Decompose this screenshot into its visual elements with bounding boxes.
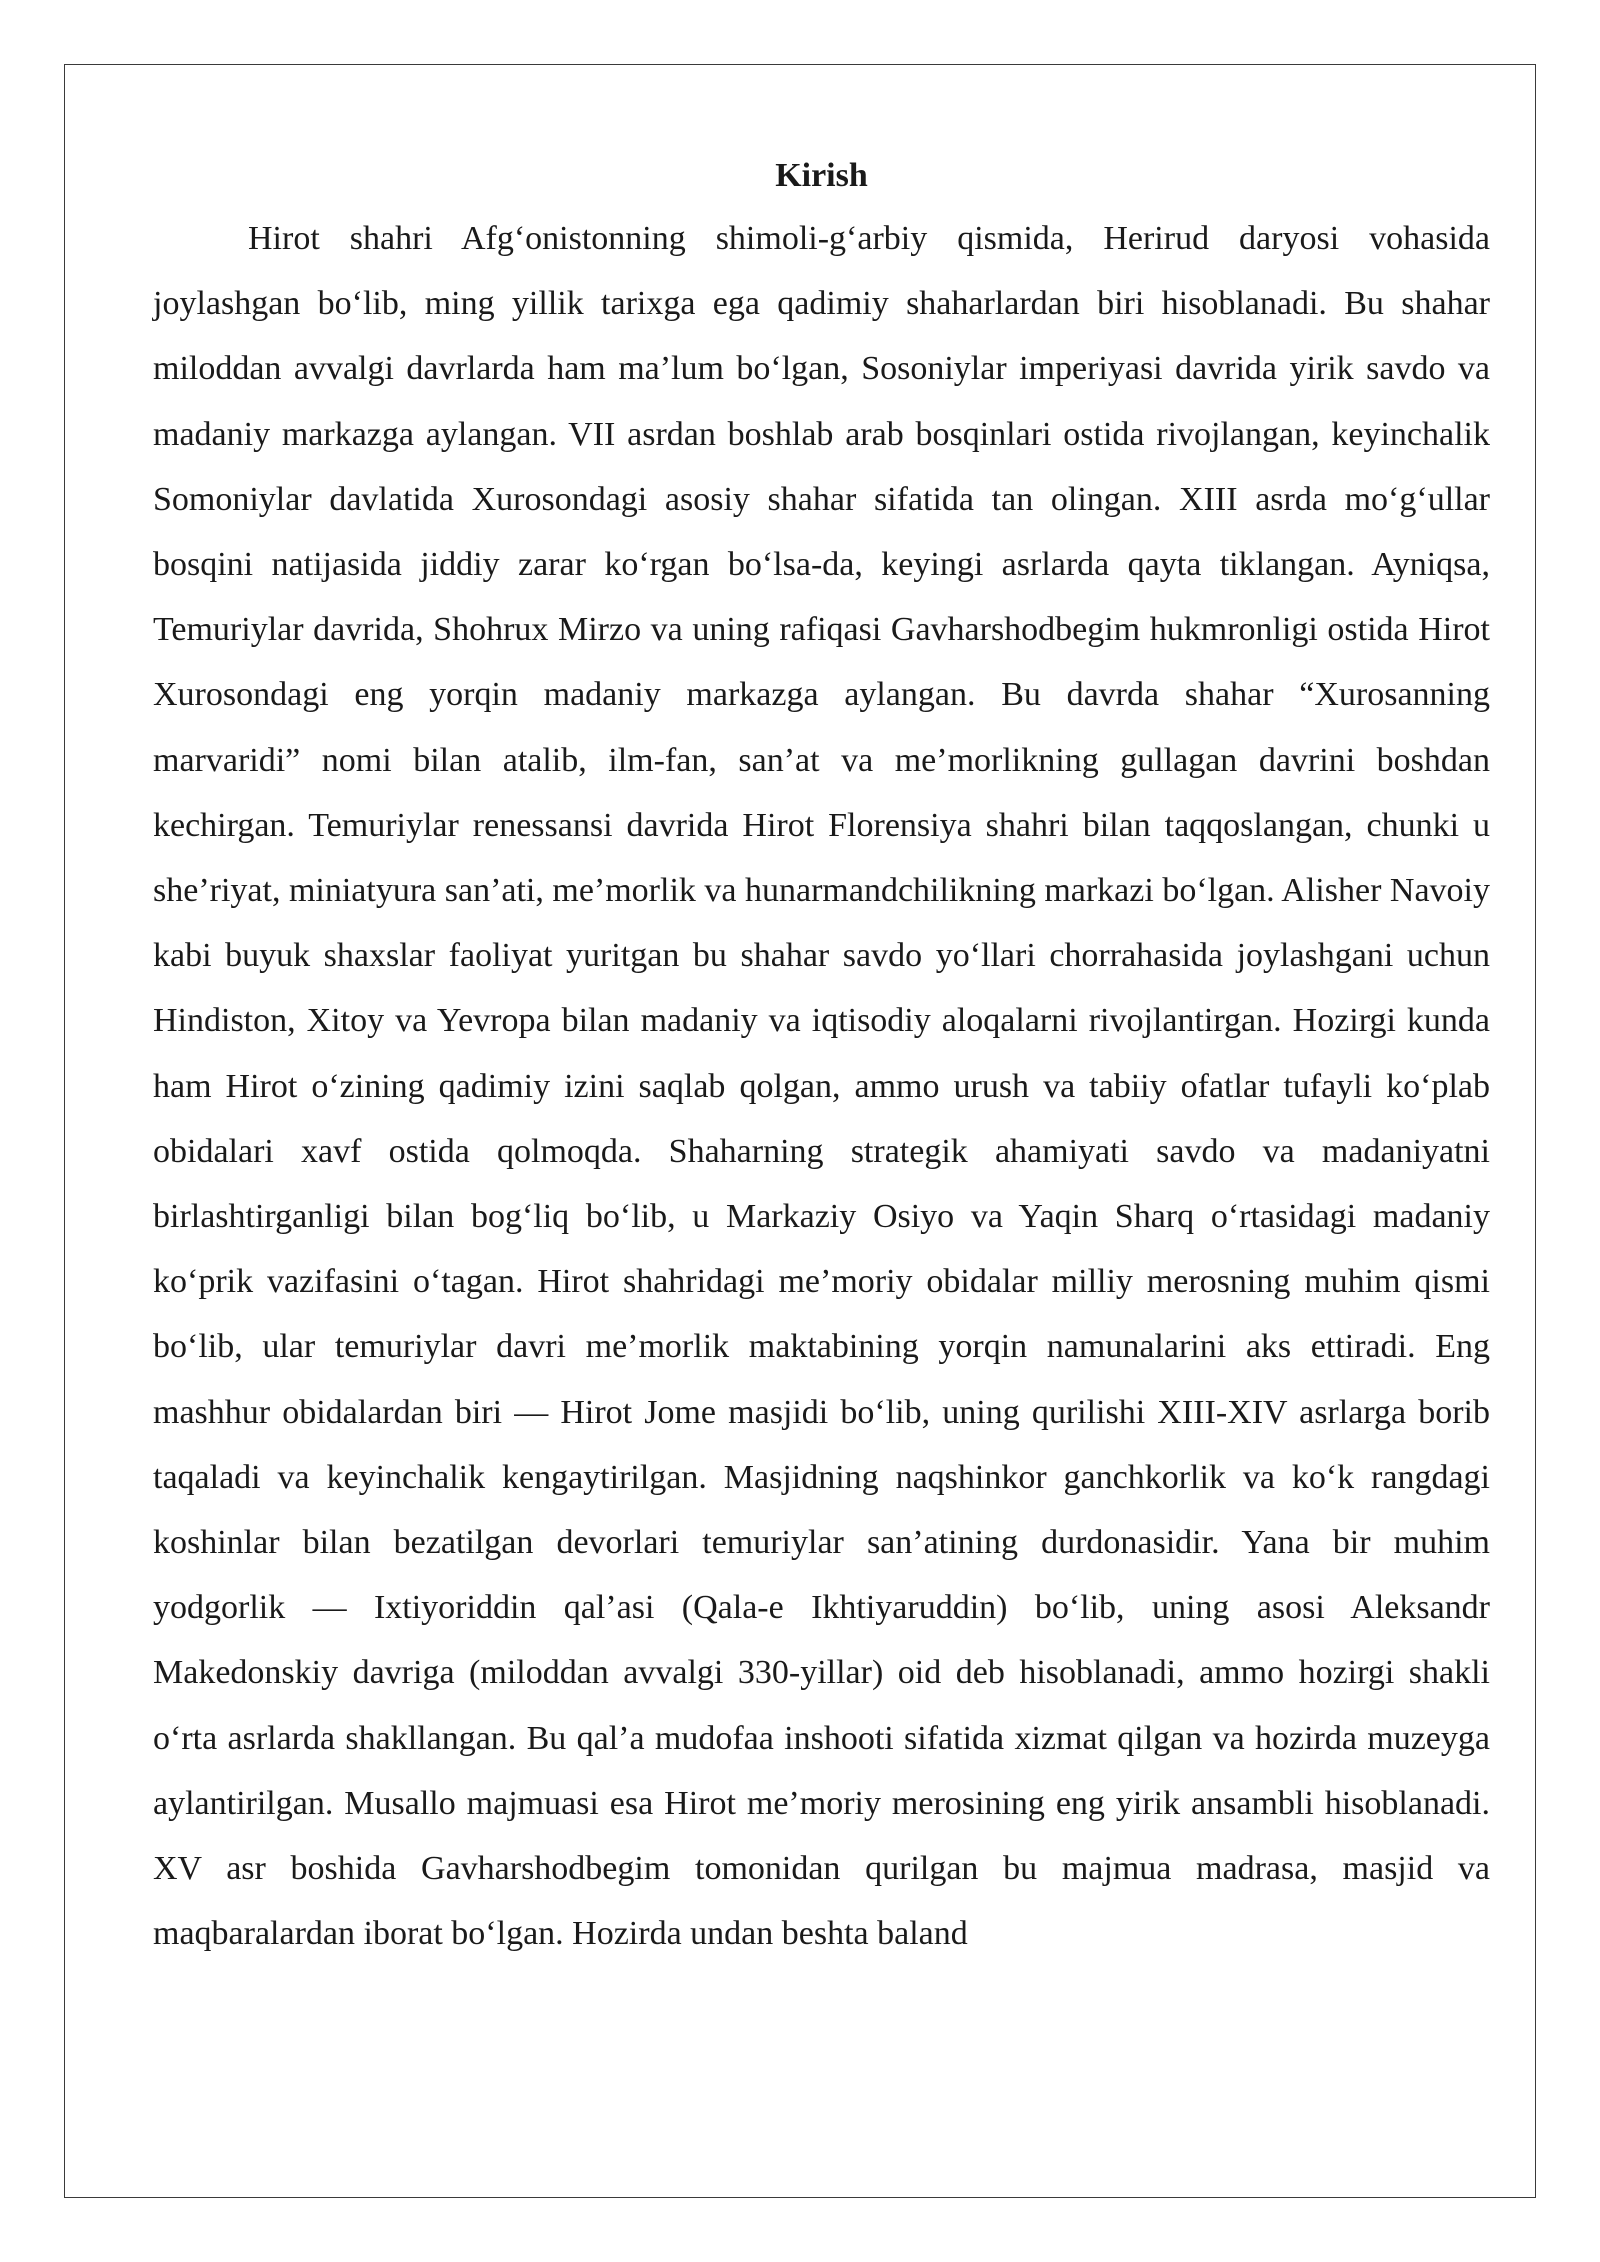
document-body [153, 146, 1490, 1966]
document-title: Kirish [775, 157, 868, 194]
body-paragraph: Hirot shahri Afg‘onistonning shimoli-g‘arbiy qismida, Herirud daryosi vohasida joylashgan bo‘lib, ming yillik tarixga ega qadimiy shaharlardan biri hisoblanadi. Bu shahar miloddan avvalgi davrlarda ham ma’lum bo‘lgan, Sosoniylar imperiyasi davrida yirik savdo va madaniy markazga aylangan. VII asrdan boshlab arab bosqinlari ostida rivojlangan, keyinchalik Somoniylar davlatida Xurosondagi asosiy shahar sifatida tan olingan. XIII asrda mo‘g‘ullar bosqini natijasida jiddiy zarar ko‘rgan bo‘lsa-da, keyingi asrlarda qayta tiklangan. Ayniqsa, Temuriylar davrida, Shohrux Mirzo va uning rafiqasi Gavharshodbegim hukmronligi ostida Hirot Xurosondagi eng yorqin madaniy markazga aylangan. Bu davrda shahar “Xurosanning marvaridi” nomi bilan atalib, ilm-fan, san’at va me’morlikning gullagan davrini boshdan kechirgan. Temuriylar renessansi davrida Hirot Florensiya shahri bilan taqqoslangan, chunki u she’riyat, miniatyura san’ati, me’morlik va hunarmandchilikning markazi bo‘lgan. Alisher Navoiy kabi buyuk shaxslar faoliyat yuritgan bu shahar savdo yo‘llari chorrahasida joylashgani uchun Hindiston, Xitoy va Yevropa bilan madaniy va iqtisodiy aloqalarni rivojlantirgan. Hozirgi kunda ham Hirot o‘zining qadimiy izini saqlab qolgan, ammo urush va tabiiy ofatlar tufayli ko‘plab obidalari xavf ostida qolmoqda. Shaharning strategik ahamiyati savdo va madaniyatni birlashtirganligi bilan bog‘liq bo‘lib, u Markaziy Osiyo va Yaqin Sharq o‘rtasidagi madaniy ko‘prik vazifasini o‘tagan. Hirot shahridagi me’moriy obidalar milliy merosning muhim qismi bo‘lib, ular temuriylar davri me’morlik maktabining yorqin namunalarini aks ettiradi. Eng mashhur obidalardan biri — Hirot Jome masjidi bo‘lib, uning qurilishi XIII-XIV asrlarga borib taqaladi va keyinchalik kengaytirilgan. Masjidning naqshinkor ganchkorlik va ko‘k rangdagi koshinlar bilan bezatilgan devorlari temuriylar san’atining durdonasidir. Yana bir muhim yodgorlik — Ixtiyoriddin qal’asi (Qala-e Ikhtiyaruddin) bo‘lib, uning asosi Aleksandr Makedonskiy davriga (miloddan avvalgi 330-yillar) oid deb hisoblanadi, ammo hozirgi shakli o‘rta asrlarda shakllangan. Bu qal’a mudofaa inshooti sifatida xizmat qilgan va hozirda muzeyga aylantirilgan. Musallo majmuasi esa Hirot me’moriy merosining eng yirik ansambli hisoblanadi. XV asr boshida Gavharshodbegim tomonidan qurilgan bu majmua madrasa, masjid va maqbaralardan iborat bo‘lgan. Hozirda undan beshta baland [153, 220, 1490, 1953]
